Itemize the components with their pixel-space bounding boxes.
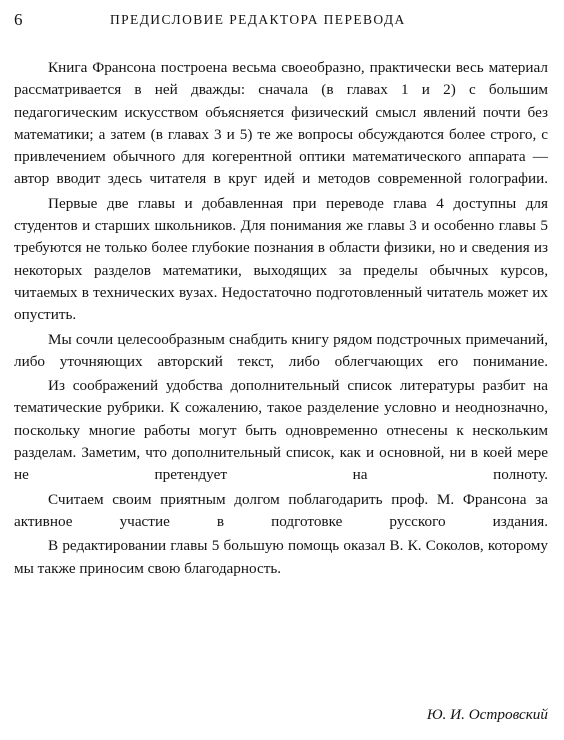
body-text (14, 57, 548, 580)
paragraph-bibliography: Из соображений удобства дополнительный список литературы разбит на тематические рубрики. К сожалению, такое разделение условно и неоднозначно, поскольку многие работы могут быть одновременно отнесены к нескольким разделам. Заметим, что дополнительный список, как и основной, ни в коей мере не претендует на полноту. (14, 377, 548, 484)
paragraph-footnotes: Мы сочли целесообразным снабдить книгу рядом подстрочных примечаний, либо уточняющих авторский текст, либо облегчающих его понимание. (14, 330, 548, 370)
paragraph-audience: Первые две главы и добавленная при переводе глава 4 доступны для студентов и старших школьников. Для понимания же главы 3 и особенно главы 5 требуются не только более глубокие познания в области физики, но и сведения из некоторых разделов математики, выходящих за пределы обычных курсов, читаемых в технических вузах. Недостаточно подготовленный читатель может их опустить. (14, 194, 548, 324)
page-number: 6 (14, 10, 23, 29)
running-title: ПРЕДИСЛОВИЕ РЕДАКТОРА ПЕРЕВОДА (110, 12, 406, 27)
signature: Ю. И. Островский (426, 706, 548, 723)
running-head (14, 9, 550, 31)
paragraph-thanks-author: Считаем своим приятным долгом поблагодарить проф. М. Франсона за активное участие в подготовке русского издания. (14, 490, 548, 530)
paragraph-thanks-editor: В редактировании главы 5 большую помощь оказал В. К. Соколов, которому мы также приносим свою благодарность. (14, 537, 548, 577)
paragraph-book-structure: Книга Франсона построена весьма своеобразно, практически весь материал рассматривается в ней дважды: сначала (в главах 1 и 2) с большим педагогическим искусством объясняется физический смысл явлений почти без математики; а затем (в главах 3 и 5) те же вопросы обсуждаются более строго, с привлечением обычного для когерентной оптики математического аппарата — автор вводит здесь читателя в круг идей и методов современной голографии. (14, 59, 548, 188)
